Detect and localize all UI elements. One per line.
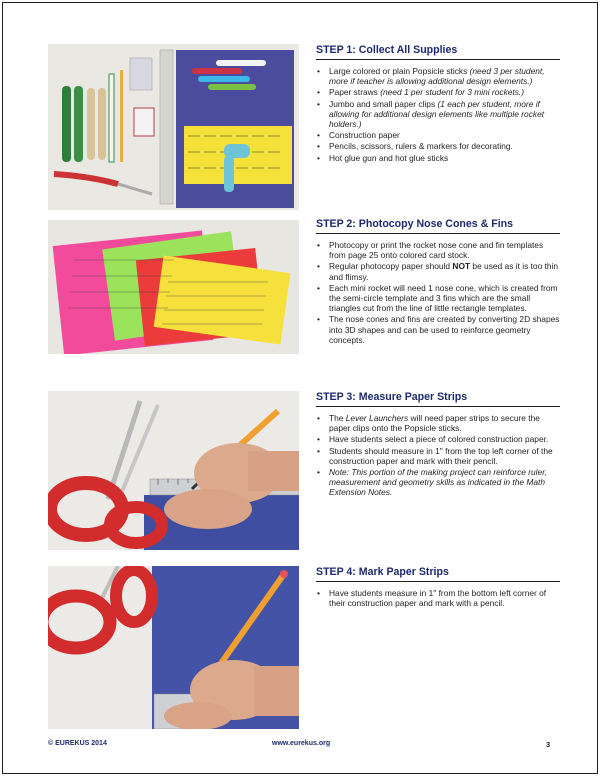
step-1-section: [316, 44, 560, 164]
step-3-title: STEP 3: Measure Paper Strips: [316, 391, 560, 407]
list-item: • Students should measure in 1" from the top left corner of the construction paper and mark with their pencil.: [329, 446, 560, 466]
list-item: • Each mini rocket will need 1 nose cone, which is created from the semi-circle template and 3 fins which are the small triangles cut from the line of little rectangle templates.: [329, 283, 560, 314]
step-4-section: [316, 566, 560, 609]
list-item: • The nose cones and fins are created by converting 2D shapes into 3D shapes and can be used to reinforce geometry concepts.: [329, 314, 560, 345]
step-4-title: STEP 4: Mark Paper Strips: [316, 566, 560, 582]
step-1-title: STEP 1: Collect All Supplies: [316, 44, 560, 60]
list-item: • Have students select a piece of colored construction paper.: [329, 434, 560, 444]
step-2-list: [316, 240, 560, 345]
list-item: • Have students measure in 1" from the bottom left corner of their construction paper and mark with a pencil.: [329, 588, 560, 608]
list-item: • The Lever Launchers will need paper strips to secure the paper clips onto the Popsicle sticks.: [329, 413, 560, 433]
list-item: • Hot glue gun and hot glue sticks: [329, 153, 560, 163]
step-2-title: STEP 2: Photocopy Nose Cones & Fins: [316, 218, 560, 234]
mark-photo: [48, 566, 299, 729]
step-4-list: [316, 588, 560, 608]
list-item: • Construction paper: [329, 130, 560, 140]
list-item: • Paper straws (need 1 per student for 3 mini rockets.): [329, 87, 560, 97]
step-3-section: [316, 391, 560, 499]
list-item: • Jumbo and small paper clips (1 each per student, more if allowing for additional design elements like multiple rocket holders.): [329, 99, 560, 130]
page-number: 3: [546, 740, 551, 749]
footer-website[interactable]: www.eurekus.org: [272, 740, 331, 747]
list-item: • Pencils, scissors, rulers & markers for decorating.: [329, 141, 560, 151]
supplies-photo: [48, 44, 299, 210]
step-1-list: [316, 66, 560, 163]
step-2-section: [316, 218, 560, 346]
templates-photo: [48, 220, 299, 354]
list-item: • Photocopy or print the rocket nose cone and fin templates from page 25 onto colored card stock.: [329, 240, 560, 260]
measure-photo: [48, 391, 299, 550]
step-3-list: [316, 413, 560, 498]
list-item: • Large colored or plain Popsicle sticks (need 3 per student, more if teacher is allowing additional design elements.): [329, 66, 560, 86]
list-item: • Regular photocopy paper should NOT be used as it is too thin and flimsy.: [329, 261, 560, 281]
list-item: • Note: This portion of the making project can reinforce ruler, measurement and geometry skills as indicated in the Math Extension Notes.: [329, 467, 560, 498]
footer-copyright: © EUREKUS 2014: [48, 740, 107, 747]
